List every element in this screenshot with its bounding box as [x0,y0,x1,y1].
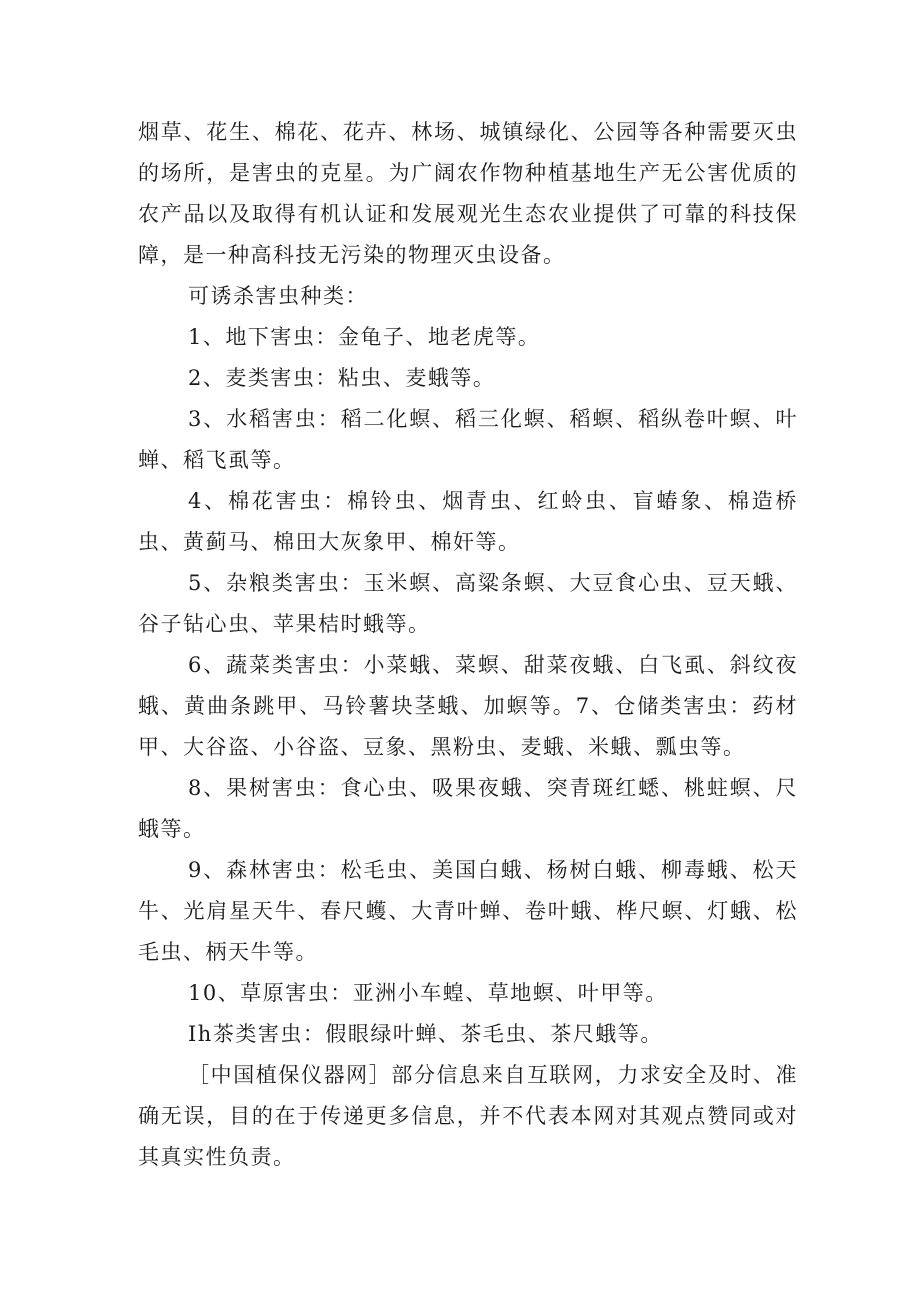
paragraph-tea-pests: Ih茶类害虫：假眼绿叶蝉、茶毛虫、茶尺蛾等。 [188,1022,663,1046]
paragraph-underground-pests: 1、地下害虫：金龟子、地老虎等。 [188,325,541,349]
paragraph-vegetable-storage-pests: 6、蔬菜类害虫：小菜蛾、菜螟、甜菜夜蛾、白飞虱、斜纹夜蛾、黄曲条跳甲、马铃薯块茎蛾、加螟等。7、仓储类害虫：药材甲、大谷盗、小谷盗、豆象、黑粉虫、麦蛾、米蛾、瓢虫等。 [138,653,798,759]
paragraph-disclaimer: ［中国植保仪器网］部分信息来自互联网，力求安全及时、准确无误，目的在于传递更多信息，并不代表本网对其观点赞同或对其真实性负责。 [138,1063,798,1169]
paragraph-grassland-pests: 10、草原害虫：亚洲小车蝗、草地螟、叶甲等。 [188,981,668,1005]
document-body [138,112,798,1178]
paragraph-grain-pests: 5、杂粮类害虫：玉米螟、高粱条螟、大豆食心虫、豆天蛾、谷子钻心虫、苹果桔时蛾等。 [138,571,798,636]
paragraph-rice-pests: 3、水稻害虫：稻二化螟、稻三化螟、稻螟、稻纵卷叶螟、叶蝉、稻飞虱等。 [138,407,798,472]
paragraph-intro-continuation: 烟草、花生、棉花、花卉、林场、城镇绿化、公园等各种需要灭虫的场所，是害虫的克星。为广阔农作物种植基地生产无公害优质的农产品以及取得有机认证和发展观光生态农业提供了可靠的科技保障，是一种高科技无污染的物理灭虫设备。 [138,120,798,267]
paragraph-wheat-pests: 2、麦类害虫：粘虫、麦蛾等。 [188,366,496,390]
paragraph-forest-pests: 9、森林害虫：松毛虫、美国白蛾、杨树白蛾、柳毒蛾、松天牛、光肩星天牛、春尺蠖、大青叶蝉、卷叶蛾、桦尺螟、灯蛾、松毛虫、柄天牛等。 [138,858,798,964]
paragraph-cotton-pests: 4、棉花害虫：棉铃虫、烟青虫、红蛉虫、盲蝽象、棉造桥虫、黄蓟马、棉田大灰象甲、棉奸等。 [138,489,798,554]
paragraph-fruit-tree-pests: 8、果树害虫：食心虫、吸果夜蛾、突青斑红蟋、桃蛀螟、尺蛾等。 [138,776,798,841]
paragraph-pest-types-heading: 可诱杀害虫种类： [188,284,368,308]
